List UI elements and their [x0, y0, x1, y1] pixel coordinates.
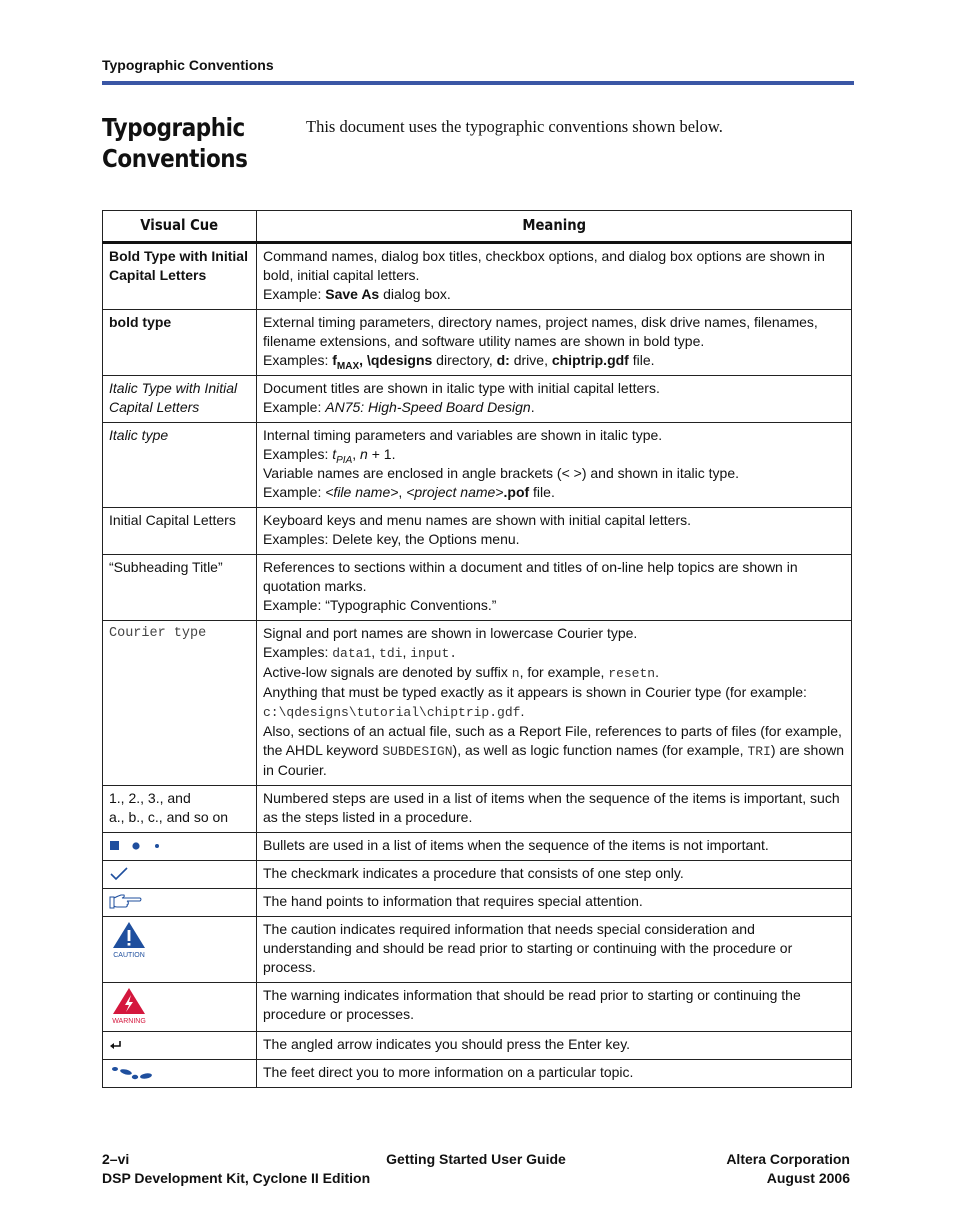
table-row [103, 376, 852, 423]
cue-cell [103, 889, 257, 917]
page-title: Typographic Conventions [102, 113, 248, 173]
table-row [103, 1032, 852, 1060]
running-header: Typographic Conventions [102, 57, 274, 73]
cue-cell [103, 1032, 257, 1060]
cue-cell [103, 983, 257, 1032]
cue-cell [103, 917, 257, 983]
edition-name: DSP Development Kit, Cyclone II Edition [102, 1170, 371, 1186]
guide-title: Getting Started User Guide [386, 1151, 566, 1167]
cue-cell [103, 861, 257, 889]
table-row [103, 861, 852, 889]
table-row [103, 889, 852, 917]
publish-date: August 2006 [766, 1170, 850, 1186]
warning-icon [109, 986, 149, 1026]
meaning-cell: External timing parameters, directory names, project names, disk drive names, filenames, filename extensions, and software utility names are shown in bold type. Examples: $f_{MAX}$, \qdesigns directory, d: drive, chiptrip.gdf file. [257, 310, 852, 376]
cue-cell: Bold Type with Initial Capital Letters [103, 243, 257, 310]
col-visual-cue: Visual Cue [103, 211, 257, 243]
cue-cell: 1., 2., 3., and a., b., c., and so on [103, 786, 257, 833]
table-row [103, 423, 852, 508]
cue-cell: Italic type [103, 423, 257, 508]
meaning-cell: Document titles are shown in italic type with initial capital letters. Example: AN75: High-Speed Board Design. [257, 376, 852, 423]
cue-cell: Courier type [103, 621, 257, 786]
feet-icon [109, 1065, 153, 1081]
table-row [103, 555, 852, 621]
intro-text: This document uses the typographic conventions shown below. [306, 117, 723, 136]
meaning-cell: Numbered steps are used in a list of items when the sequence of the items is important, such as the steps listed in a procedure. [257, 786, 852, 833]
cue-cell [103, 833, 257, 861]
bullets-icon [109, 839, 169, 853]
svg-text:WARNING: WARNING [112, 1018, 146, 1025]
cue-cell: “Subheading Title” [103, 555, 257, 621]
company-name: Altera Corporation [726, 1151, 850, 1167]
header-rule [102, 81, 854, 85]
meaning-cell: The caution indicates required information that needs special consideration and understanding and should be read prior to starting or continuing with the procedure or process. [257, 917, 852, 983]
table-row [103, 786, 852, 833]
svg-text:CAUTION: CAUTION [113, 952, 145, 959]
meaning-cell: The feet direct you to more information on a particular topic. [257, 1060, 852, 1088]
page-number: 2–vi [102, 1151, 130, 1167]
meaning-cell: References to sections within a document and titles of on-line help topics are shown in quotation marks. Example: “Typographic Conventions.” [257, 555, 852, 621]
col-meaning: Meaning [257, 211, 852, 243]
meaning-cell: The warning indicates information that should be read prior to starting or continuing the procedure or processes. [257, 983, 852, 1032]
conventions-table [102, 210, 852, 1088]
meaning-cell: Command names, dialog box titles, checkbox options, and dialog box options are shown in bold, initial capital letters. Example: Save As dialog box. [257, 243, 852, 310]
table-row [103, 243, 852, 310]
enter-arrow-icon [109, 1039, 123, 1051]
meaning-cell: Bullets are used in a list of items when the sequence of the items is not important. [257, 833, 852, 861]
table-row [103, 621, 852, 786]
meaning-cell: The hand points to information that requires special attention. [257, 889, 852, 917]
cue-cell: bold type [103, 310, 257, 376]
meaning-cell: Keyboard keys and menu names are shown with initial capital letters. Examples: Delete key, the Options menu. [257, 508, 852, 555]
table-row [103, 833, 852, 861]
pointing-hand-icon [109, 894, 143, 910]
cue-cell: Initial Capital Letters [103, 508, 257, 555]
meaning-cell: The angled arrow indicates you should press the Enter key. [257, 1032, 852, 1060]
table-row [103, 917, 852, 983]
caution-icon [109, 920, 149, 960]
table-row [103, 1060, 852, 1088]
table-row [103, 310, 852, 376]
cue-cell [103, 1060, 257, 1088]
checkmark-icon [109, 866, 129, 882]
table-row [103, 508, 852, 555]
meaning-cell: Signal and port names are shown in lowercase Courier type. Examples: data1, tdi, input. Active-low signals are denoted by suffix n, for example, resetn. Anything that must be typed exactly as it appears is shown in Courier type (for example: c:\qdesigns\tutorial\chiptrip.gdf. Also, sections of an actual file, such as a Report File, references to parts of files (for example, the AHDL keyword SUBDESIGN), as well as logic function names (for example, TRI) are shown in Courier. [257, 621, 852, 786]
table-row [103, 983, 852, 1032]
meaning-cell: Internal timing parameters and variables are shown in italic type. Examples: $t_{PIA}$, n + 1. Variable names are enclosed in angle brackets (< >) and shown in italic type. Example: <file name>, <project name>.pof file. [257, 423, 852, 508]
meaning-cell: The checkmark indicates a procedure that consists of one step only. [257, 861, 852, 889]
cue-cell: Italic Type with Initial Capital Letters [103, 376, 257, 423]
table-header-row [103, 211, 852, 243]
